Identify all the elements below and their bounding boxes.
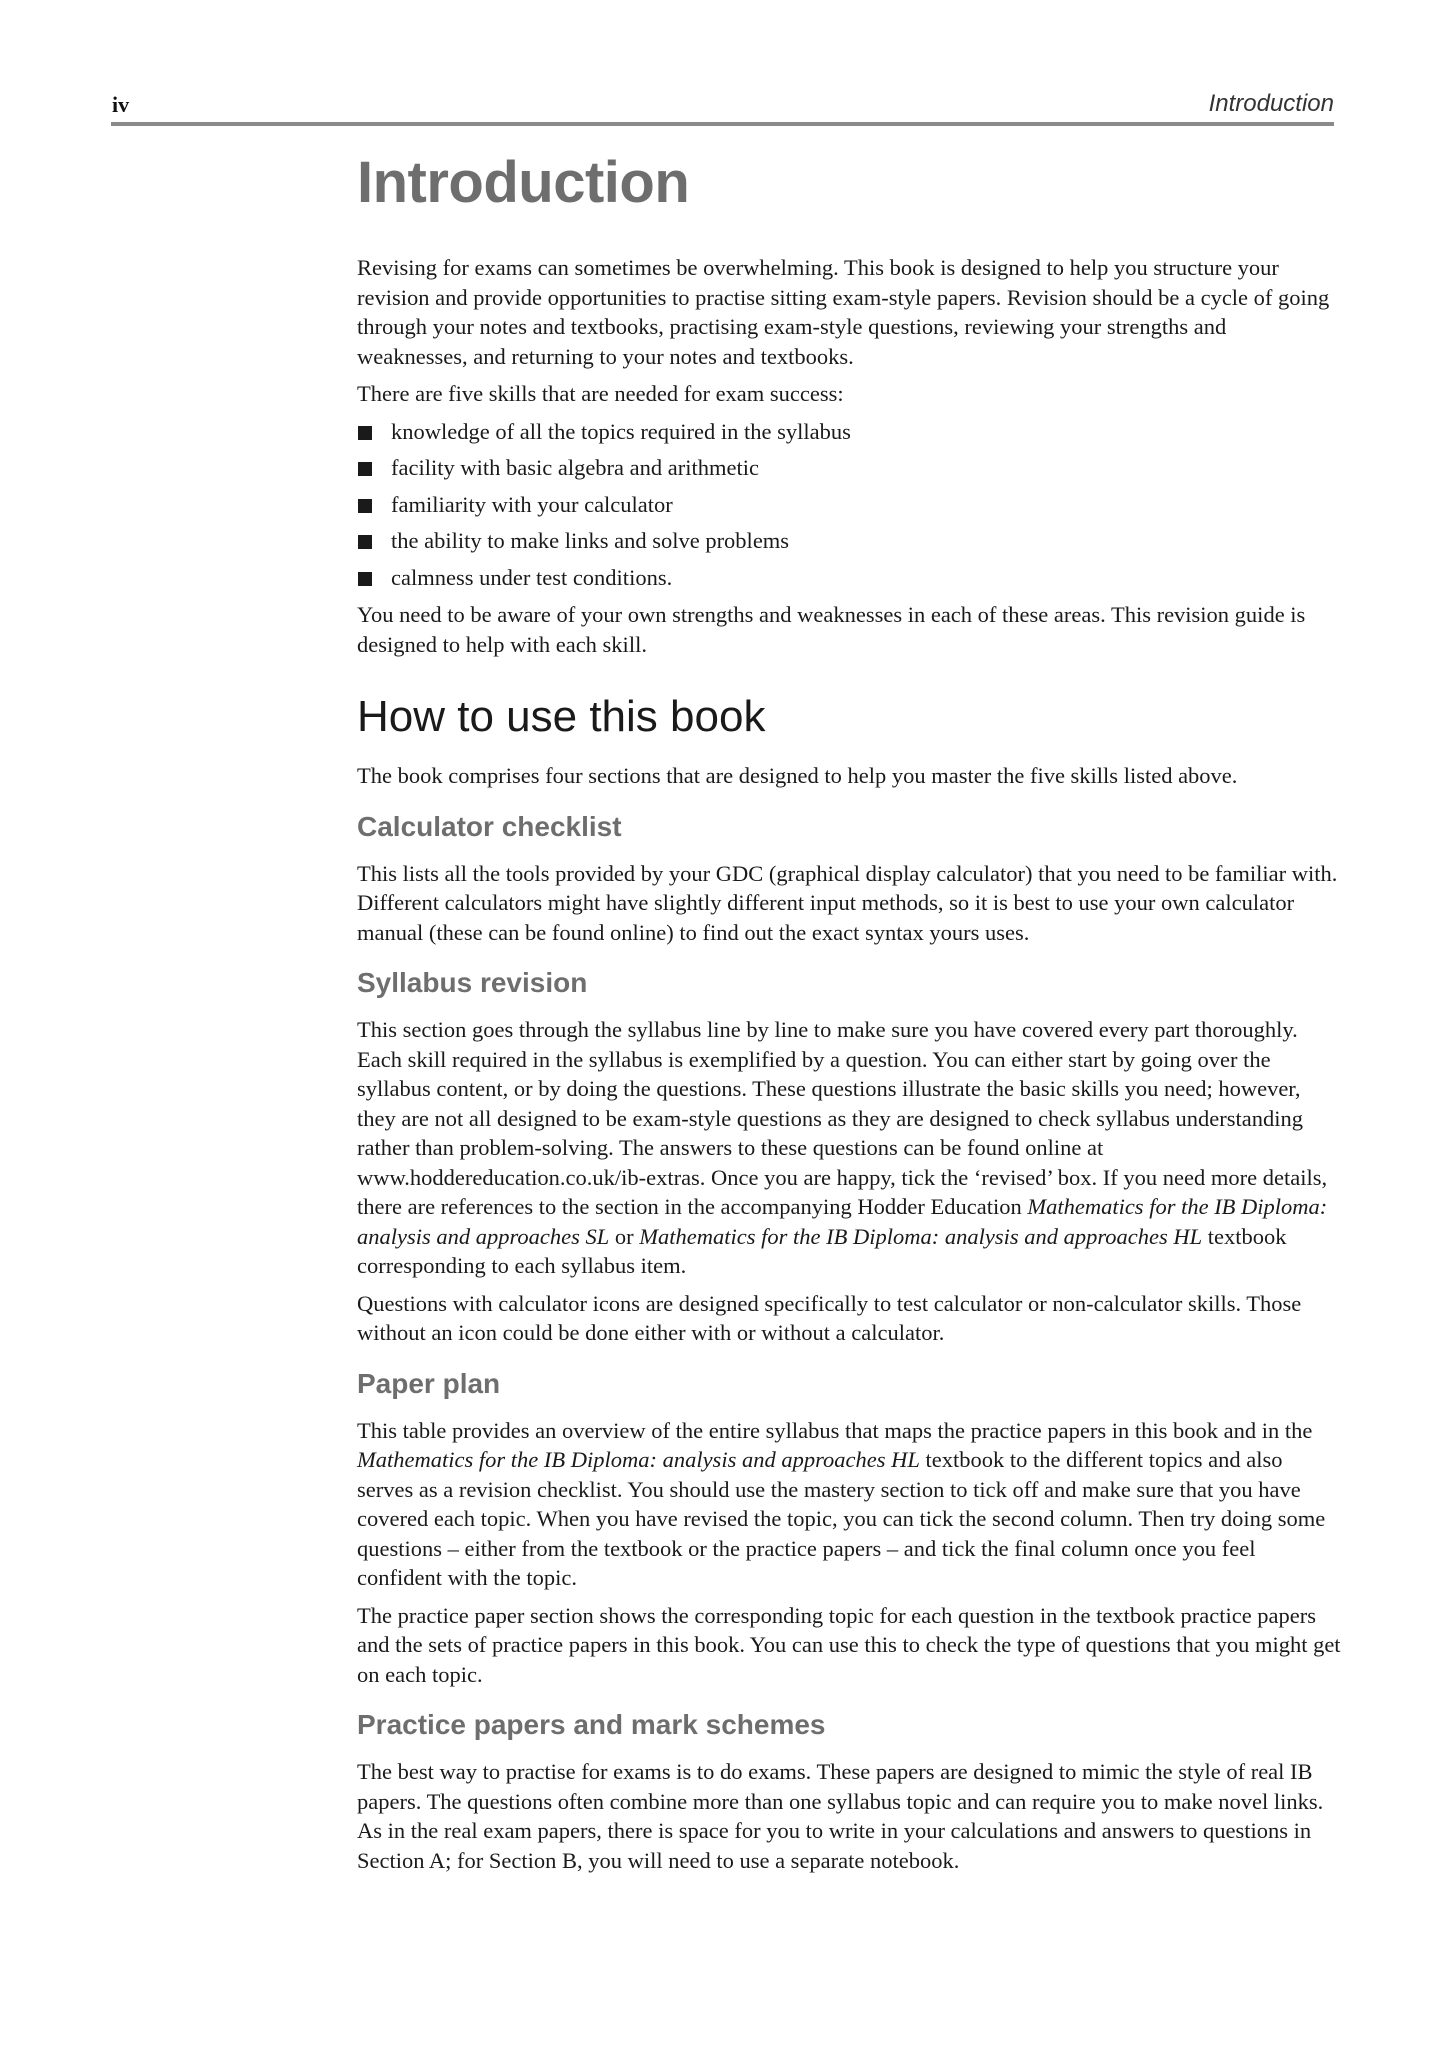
list-item (357, 453, 1342, 483)
syllabus-paragraph: This section goes through the syllabus line by line to make sure you have covered every part thoroughly. Each skill required in the syllabus is exemplified by a question. You can either start by going over the syllabus content, or by doing the questions. These questions illustrate the basic skills you need; however, they are not all designed to be exam-style questions as they are designed to check syllabus understanding rather than problem-solving. The answers to these questions can be found online at www.hoddereducation.co.uk/ib-extras. Once you are happy, tick the ‘revised’ box. If you need more details, there are references to the section in the accompanying Hodder Education Mathematics for the IB Diploma: analysis and approaches SL or Mathematics for the IB Diploma: analysis and approaches HL textbook corresponding to each syllabus item. (357, 1017, 1328, 1278)
calculator-icons-paragraph: Questions with calculator icons are designed specifically to test calculator or non-calculator skills. Those without an icon could be done either with or without a calculator. (357, 1290, 1302, 1345)
calculator-paragraph: This lists all the tools provided by your GDC (graphical display calculator) that you need to be familiar with. Different calculators might have slightly different input methods, so it is best to use your own calculator manual (these can be found online) to find out the exact syntax yours uses. (357, 860, 1338, 945)
page-number: iv (112, 92, 130, 117)
subheading-paper-plan: Paper plan (357, 1367, 501, 1399)
practice-paragraph: The best way to practise for exams is to do exams. These papers are designed to mimic the style of real IB papers. The questions often combine more than one syllabus topic and can require you to make novel links. As in the real exam papers, there is space for you to write in your calculations and answers to questions in Section A; for Section B, you will need to use a separate notebook. (357, 1759, 1324, 1873)
list-item-text: facility with basic algebra and arithmetic (391, 455, 759, 480)
list-item (357, 563, 1342, 593)
running-head (0, 0, 1443, 130)
square-bullet-icon (358, 535, 372, 549)
subheading-syllabus-revision: Syllabus revision (357, 967, 588, 998)
practice-paper-section-paragraph: The practice paper section shows the corresponding topic for each question in the textbook practice papers and the sets of practice papers in this book. You can use this to check the type of questions that you might get on each topic. (357, 1602, 1341, 1687)
book-title-hl: Mathematics for the IB Diploma: analysis and approaches HL (357, 1447, 920, 1472)
book-title-sl: Mathematics for the IB Diploma: analysis and approaches SL (357, 1194, 1328, 1249)
list-item (357, 526, 1342, 556)
book-title-hl: Mathematics for the IB Diploma: analysis and approaches HL (639, 1223, 1203, 1249)
list-item (357, 417, 1342, 447)
skills-list (357, 417, 1342, 593)
intro-paragraph: Revising for exams can sometimes be overwhelming. This book is designed to help you structure your revision and provide opportunities to practise sitting exam-style papers. Revision should be a cycle of going through your notes and textbooks, practising exam-style questions, reviewing your strengths and weaknesses, and returning to your notes and textbooks. (357, 255, 1330, 369)
list-item-text: calmness under test conditions. (391, 564, 673, 590)
list-item-text: familiarity with your calculator (391, 491, 673, 517)
intro-closing-paragraph: You need to be aware of your own strengths and weaknesses in each of these areas. This revision guide is designed to help with each skill. (357, 602, 1306, 657)
section-heading-how-to-use: How to use this book (357, 692, 766, 741)
paper-plan-paragraph: This table provides an overview of the entire syllabus that maps the practice papers in this book and in the Mathematics for the IB Diploma: analysis and approaches HL textbook to the different topics and also serves as a revision checklist. You should use the mastery section to tick off and make sure that you have covered each topic. When you have revised the topic, you can tick the second column. Then try doing some questions – either from the textbook or the practice papers – and tick the final column once you feel confident with the topic. (357, 1417, 1326, 1590)
page-content (357, 143, 1342, 1883)
running-head-section: Introduction (1208, 90, 1334, 117)
skills-lead-in: There are five skills that are needed for exam success: (357, 381, 844, 406)
list-item-text: the ability to make links and solve problems (391, 528, 790, 553)
list-item-text: knowledge of all the topics required in the syllabus (391, 418, 851, 444)
list-item (357, 490, 1342, 520)
subheading-practice-papers: Practice papers and mark schemes (357, 1709, 826, 1740)
square-bullet-icon (358, 426, 372, 440)
page-title: Introduction (357, 150, 690, 215)
header-rule (111, 122, 1334, 126)
how-to-paragraph: The book comprises four sections that are designed to help you master the five skills listed above. (357, 763, 1238, 788)
square-bullet-icon (358, 462, 372, 476)
square-bullet-icon (358, 499, 372, 513)
subheading-calculator-checklist: Calculator checklist (357, 810, 622, 842)
square-bullet-icon (358, 572, 372, 586)
